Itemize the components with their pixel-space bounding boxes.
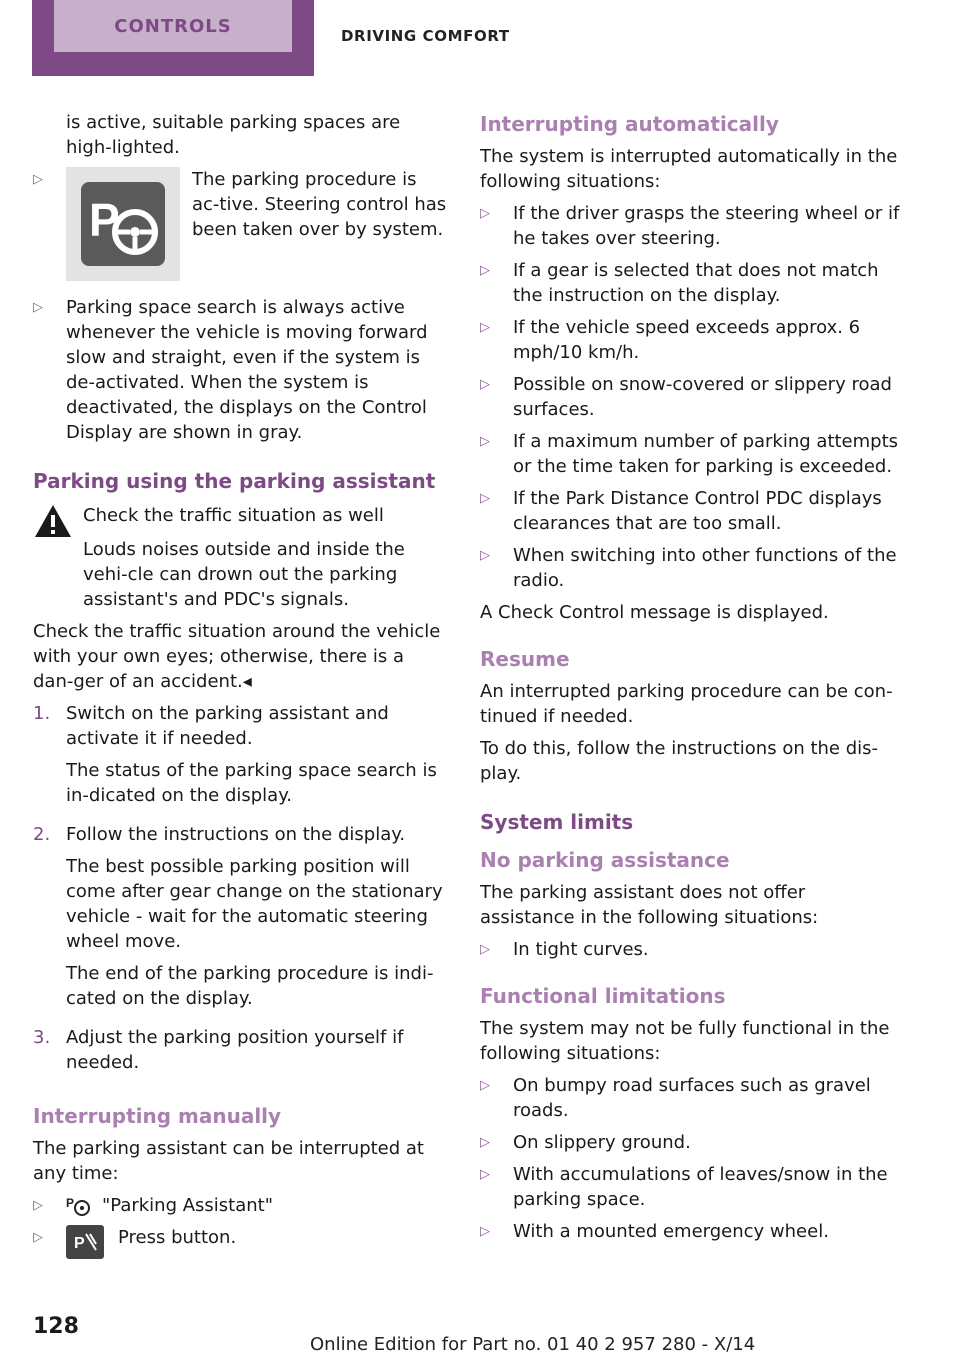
warning-text-1: Louds noises outside and inside the vehi‐cle can drown out the parking assistant's and PDC's signals. — [83, 539, 405, 610]
heading-auto: Interrupting automatically — [480, 112, 779, 136]
list-item — [480, 486, 900, 536]
list-item — [480, 1162, 900, 1212]
heading-resume: Resume — [480, 647, 570, 671]
bullet-marker: ▷ — [480, 434, 490, 449]
auto-after: A Check Control message is displayed. — [480, 602, 829, 623]
step-text: Switch on the parking assistant and activate it if needed. — [66, 703, 389, 749]
heading-limits: System limits — [480, 810, 634, 834]
heading-func: Functional limitations — [480, 984, 726, 1008]
right-column — [480, 110, 900, 1251]
warning-block — [33, 503, 448, 539]
list-item — [33, 1193, 448, 1218]
bullet-marker: ▷ — [33, 1198, 43, 1213]
list-item — [480, 429, 900, 479]
svg-text:P: P — [66, 1196, 75, 1210]
auto-text: The system is interrupted automatically in the following situations: — [480, 146, 898, 192]
resume-text-2: To do this, follow the instructions on the dis‐play. — [480, 738, 879, 784]
chapter-tab[interactable] — [32, 0, 314, 76]
step-number: 3. — [33, 1027, 51, 1048]
step-text: Adjust the parking position yourself if needed. — [66, 1027, 404, 1073]
list-item — [480, 1219, 900, 1244]
step-subtext: The best possible parking position will come after gear change on the stationary vehicle - wait for the automatic steering wheel move. — [66, 856, 443, 952]
noassist-list — [480, 937, 900, 962]
bullet-marker: ▷ — [480, 491, 490, 506]
bullet-marker: ▷ — [480, 1224, 490, 1239]
step-item — [33, 701, 448, 815]
bullet-marker: ▷ — [33, 300, 43, 315]
step-subtext: The end of the parking procedure is indi‐cated on the display. — [66, 963, 434, 1009]
list-item — [480, 543, 900, 593]
warning-icon — [33, 503, 73, 539]
auto-list — [480, 201, 900, 593]
step-number: 2. — [33, 824, 51, 845]
bullet-marker: ▷ — [33, 1230, 43, 1245]
steps-list — [33, 701, 448, 1082]
list-item — [480, 315, 900, 365]
bullet-marker: ▷ — [480, 320, 490, 335]
list-item-text: When switching into other functions of the radio. — [513, 545, 897, 591]
list-item-text: On bumpy road surfaces such as gravel roads. — [513, 1075, 871, 1121]
func-list — [480, 1073, 900, 1244]
bullet-marker: ▷ — [480, 1078, 490, 1093]
menu-item-label: "Parking Assistant" — [102, 1195, 274, 1216]
resume-text-1: An interrupted parking procedure can be con‐tinued if needed. — [480, 681, 893, 727]
bullet-marker: ▷ — [480, 377, 490, 392]
step-item — [33, 1025, 448, 1082]
list-item-text: If the driver grasps the steering wheel or if he takes over steering. — [513, 203, 900, 249]
bullet-marker: ▷ — [480, 942, 490, 957]
chapter-tab-label: CONTROLS — [54, 0, 292, 52]
edition-text: Online Edition for Part no. 01 40 2 957 280 - X/14 — [310, 1334, 756, 1355]
list-item — [480, 372, 900, 422]
list-item-text: Press button. — [118, 1227, 237, 1248]
list-item — [33, 167, 448, 281]
list-item-text: With accumulations of leaves/snow in the parking space. — [513, 1164, 888, 1210]
bullet-marker: ▷ — [480, 206, 490, 221]
list-item — [480, 1130, 900, 1155]
noassist-text: The parking assistant does not offer assistance in the following situations: — [480, 882, 819, 928]
list-item-text: With a mounted emergency wheel. — [513, 1221, 829, 1242]
list-item — [480, 201, 900, 251]
warning-title: Check the traffic situation as well — [83, 505, 384, 526]
page-number: 128 — [33, 1314, 79, 1339]
bullet-marker: ▷ — [480, 1167, 490, 1182]
bullet-marker: ▷ — [33, 172, 43, 187]
heading-parking: Parking using the parking assistant — [33, 469, 436, 493]
left-column — [33, 110, 448, 1266]
list-item-text: On slippery ground. — [513, 1132, 691, 1153]
step-number: 1. — [33, 703, 51, 724]
list-item-text: In tight curves. — [513, 939, 649, 960]
list-item-text: If the vehicle speed exceeds approx. 6 mph/10 km/h. — [513, 317, 861, 363]
intro-text: is active, suitable parking spaces are high‐lighted. — [66, 112, 401, 158]
parking-assistant-icon — [66, 1195, 94, 1217]
step-item — [33, 822, 448, 1018]
list-item-text: Parking space search is always active whenever the vehicle is moving forward slow and straight, even if the system is de‐activated. When the system is deactivated, the displays on the Control Display are shown in gray. — [66, 297, 428, 443]
list-item-text: If the Park Distance Control PDC displays clearances that are too small. — [513, 488, 882, 534]
bullet-marker: ▷ — [480, 548, 490, 563]
icon-description: The parking procedure is ac‐tive. Steering control has been taken over by system. — [192, 169, 447, 240]
list-item — [33, 1225, 448, 1259]
manual-text: The parking assistant can be interrupted at any time: — [33, 1138, 424, 1184]
list-item — [480, 937, 900, 962]
heading-manual: Interrupting manually — [33, 1104, 282, 1128]
step-text: Follow the instructions on the display. — [66, 824, 406, 845]
list-item — [33, 295, 448, 445]
list-item-text: Possible on snow-covered or slippery road surfaces. — [513, 374, 892, 420]
warning-text-2: Check the traffic situation around the vehicle with your own eyes; otherwise, there is a dan‐ger of an accident.◂ — [33, 621, 441, 692]
svg-text:P: P — [74, 1235, 85, 1252]
list-item — [480, 258, 900, 308]
parking-button-icon — [66, 1225, 104, 1259]
parking-steering-icon — [66, 167, 180, 281]
step-subtext: The status of the parking space search is in‐dicated on the display. — [66, 760, 437, 806]
func-text: The system may not be fully functional in the following situations: — [480, 1018, 890, 1064]
list-item — [480, 1073, 900, 1123]
svg-text:P: P — [89, 194, 120, 246]
list-item-text: If a gear is selected that does not match the instruction on the display. — [513, 260, 879, 306]
bullet-marker: ▷ — [480, 263, 490, 278]
heading-noassist: No parking assistance — [480, 848, 730, 872]
bullet-marker: ▷ — [480, 1135, 490, 1150]
list-item-text: If a maximum number of parking attempts or the time taken for parking is exceeded. — [513, 431, 899, 477]
section-title: DRIVING COMFORT — [341, 27, 510, 45]
